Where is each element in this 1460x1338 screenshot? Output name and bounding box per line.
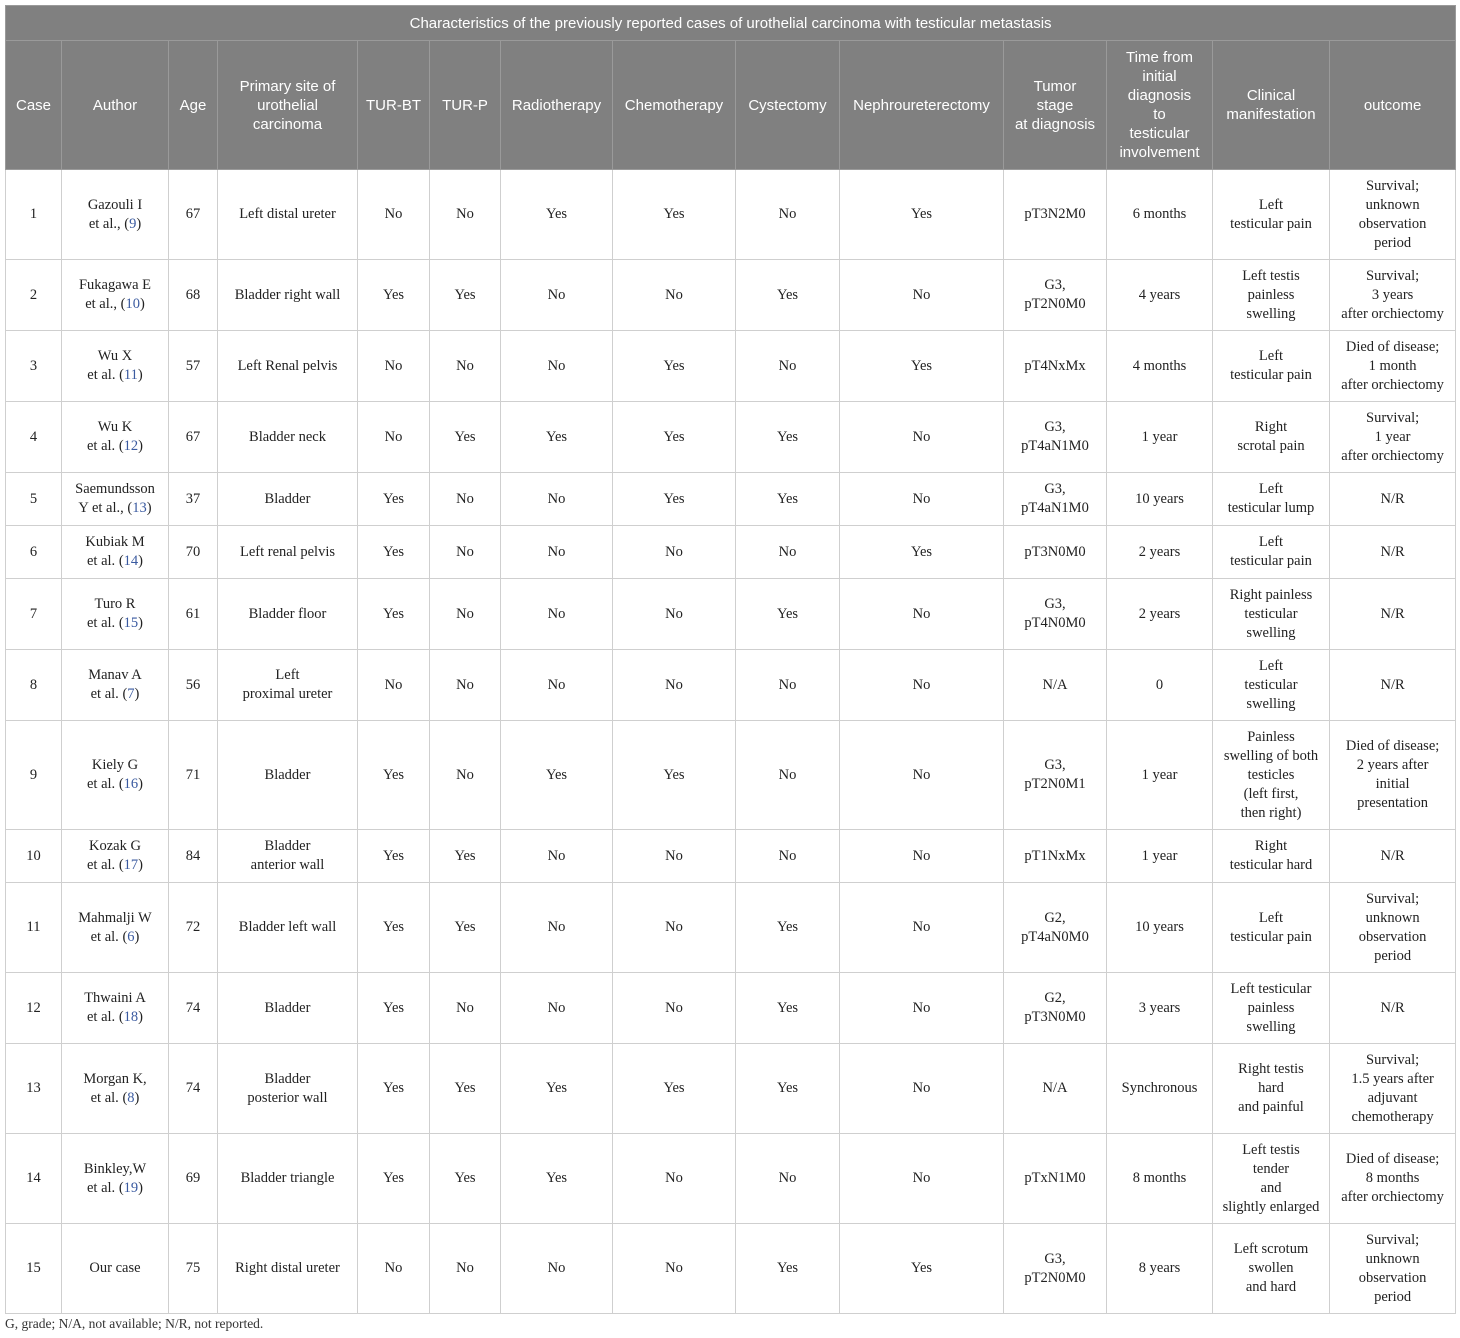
cell-nephroureterectomy: No [840,579,1004,650]
cell-age: 75 [169,1224,218,1314]
reference-link[interactable]: 16 [123,776,139,792]
cell-radiotherapy: No [501,331,613,402]
cell-radiotherapy: No [501,579,613,650]
table-row [6,1224,1456,1314]
cell-tur-p: Yes [430,830,501,883]
cell-chemotherapy: Yes [613,170,736,260]
cell-chemotherapy: No [613,650,736,721]
cell-tumor-stage: pT4NxMx [1004,331,1107,402]
cell-tur-bt: Yes [358,526,430,579]
cell-radiotherapy: No [501,883,613,973]
cell-tur-bt: Yes [358,721,430,830]
cell-case: 7 [6,579,62,650]
cell-radiotherapy: Yes [501,402,613,473]
cell-age: 68 [169,260,218,331]
table-row [6,402,1456,473]
cell-tur-bt: Yes [358,1134,430,1224]
cell-case: 4 [6,402,62,473]
cell-radiotherapy: No [501,260,613,331]
reference-link[interactable]: 8 [127,1089,135,1106]
column-header-tumor-stage: Tumor stage at diagnosis [1004,41,1107,170]
table-footnote: G, grade; N/A, not available; N/R, not reported. [5,1316,264,1331]
cell-time-to-involvement: 0 [1107,650,1213,721]
cell-case: 9 [6,721,62,830]
cell-tumor-stage: pT3N0M0 [1004,526,1107,579]
cell-case: 13 [6,1044,62,1134]
table-title: Characteristics of the previously reported cases of urothelial carcinoma with testicular metastasis [6,6,1456,41]
cell-cystectomy: Yes [736,883,840,973]
cell-primary-site: Bladder triangle [218,1134,358,1224]
cell-tumor-stage: N/A [1004,1044,1107,1134]
cell-time-to-involvement: 8 years [1107,1224,1213,1314]
cell-tur-bt: Yes [358,1044,430,1134]
cell-tur-bt: Yes [358,579,430,650]
cell-chemotherapy: No [613,883,736,973]
table-row [6,721,1456,830]
cell-tur-p: No [430,1224,501,1314]
cell-author: Fukagawa E et al., (10) [62,260,169,331]
cell-nephroureterectomy: No [840,1044,1004,1134]
cell-outcome: Died of disease; 1 month after orchiectomy [1330,331,1456,402]
cell-primary-site: Bladder [218,973,358,1044]
cell-clinical-manifestation: Left testicular pain [1213,331,1330,402]
cell-tumor-stage: G3, pT2N0M0 [1004,1224,1107,1314]
cell-time-to-involvement: 10 years [1107,883,1213,973]
table-row [6,579,1456,650]
cell-cystectomy: Yes [736,973,840,1044]
author-name: Kozak G et al. [87,838,141,873]
reference-link[interactable]: 17 [123,857,139,873]
cell-author: Binkley,W et al. (19) [62,1134,169,1224]
cell-outcome: Died of disease; 2 years after initial presentation [1330,721,1456,830]
author-name: Our case [89,1260,141,1276]
column-header-nephroureterectomy: Nephroureterectomy [840,41,1004,170]
cell-chemotherapy: Yes [613,473,736,526]
cell-chemotherapy: No [613,1134,736,1224]
cell-tumor-stage: pTxN1M0 [1004,1134,1107,1224]
author-name: Turo R et al. [87,596,136,631]
cell-tumor-stage: pT3N2M0 [1004,170,1107,260]
cell-tur-bt: No [358,650,430,721]
cell-time-to-involvement: 3 years [1107,973,1213,1044]
cell-radiotherapy: No [501,473,613,526]
cell-tur-p: No [430,721,501,830]
cell-chemotherapy: No [613,260,736,331]
cell-nephroureterectomy: No [840,1134,1004,1224]
table-row [6,473,1456,526]
table-row [6,1134,1456,1224]
cell-primary-site: Bladder posterior wall [218,1044,358,1134]
cell-case: 3 [6,331,62,402]
cell-time-to-involvement: 1 year [1107,721,1213,830]
author-name: Gazouli I et al., [87,196,143,232]
reference-link[interactable]: 12 [123,438,139,454]
cell-nephroureterectomy: No [840,473,1004,526]
reference-link[interactable]: 19 [123,1179,139,1196]
cell-tumor-stage: G3, pT4N0M0 [1004,579,1107,650]
cell-tur-p: No [430,973,501,1044]
cell-time-to-involvement: 2 years [1107,579,1213,650]
cell-outcome: Survival; 1.5 years after adjuvant chemotherapy [1330,1044,1456,1134]
column-header-author: Author [62,41,169,170]
author-name: Manav A et al. [88,667,142,702]
cell-case: 12 [6,973,62,1044]
author-name: Wu X et al. [87,348,133,383]
cell-chemotherapy: Yes [613,331,736,402]
reference-link[interactable]: 7 [127,686,135,702]
cell-clinical-manifestation: Left testicular pain [1213,526,1330,579]
cell-nephroureterectomy: No [840,721,1004,830]
cell-chemotherapy: No [613,579,736,650]
cell-case: 5 [6,473,62,526]
cell-clinical-manifestation: Left testis painless swelling [1213,260,1330,331]
cell-case: 1 [6,170,62,260]
cell-tur-p: Yes [430,883,501,973]
reference-link[interactable]: 6 [127,928,135,945]
reference-link[interactable]: 11 [123,367,138,383]
table-row [6,260,1456,331]
cell-cystectomy: Yes [736,1044,840,1134]
cell-author: Mahmalji W et al. (6) [62,883,169,973]
cell-tur-p: No [430,526,501,579]
cell-chemotherapy: No [613,526,736,579]
cell-cystectomy: No [736,650,840,721]
cell-age: 72 [169,883,218,973]
cell-nephroureterectomy: No [840,402,1004,473]
cell-cystectomy: Yes [736,473,840,526]
cell-tumor-stage: N/A [1004,650,1107,721]
cell-tur-p: No [430,170,501,260]
column-header-tur-p: TUR-P [430,41,501,170]
author-name: Binkley,W et al. [83,1160,147,1196]
cell-chemotherapy: No [613,973,736,1044]
cell-radiotherapy: Yes [501,1044,613,1134]
cell-clinical-manifestation: Left testis tender and slightly enlarged [1213,1134,1330,1224]
cell-nephroureterectomy: Yes [840,1224,1004,1314]
cell-time-to-involvement: 1 year [1107,402,1213,473]
cell-clinical-manifestation: Right scrotal pain [1213,402,1330,473]
column-header-case: Case [6,41,62,170]
reference-link[interactable]: 15 [123,615,139,631]
cell-tur-bt: No [358,402,430,473]
cell-age: 74 [169,1044,218,1134]
cell-case: 15 [6,1224,62,1314]
cell-tur-p: Yes [430,260,501,331]
cell-radiotherapy: Yes [501,1134,613,1224]
cell-age: 61 [169,579,218,650]
cell-primary-site: Bladder right wall [218,260,358,331]
cell-tur-p: Yes [430,402,501,473]
cell-cystectomy: No [736,170,840,260]
table-row [6,1044,1456,1134]
cell-cystectomy: No [736,721,840,830]
cell-outcome: Survival; unknown observation period [1330,170,1456,260]
cell-clinical-manifestation: Right testicular hard [1213,830,1330,883]
cell-radiotherapy: No [501,526,613,579]
cell-tur-p: No [430,331,501,402]
table-row [6,883,1456,973]
cell-author: Wu K et al. (12) [62,402,169,473]
cell-case: 2 [6,260,62,331]
cell-tur-bt: Yes [358,883,430,973]
cell-time-to-involvement: 10 years [1107,473,1213,526]
table-row [6,973,1456,1044]
table-row [6,526,1456,579]
author-name: Kubiak M et al. [85,534,145,569]
cell-tur-p: No [430,579,501,650]
cell-clinical-manifestation: Left scrotum swollen and hard [1213,1224,1330,1314]
cell-nephroureterectomy: No [840,883,1004,973]
reference-link[interactable]: 14 [123,553,139,569]
cell-clinical-manifestation: Painless swelling of both testicles (left first, then right) [1213,721,1330,830]
cell-author: Wu X et al. (11) [62,331,169,402]
cell-tumor-stage: pT1NxMx [1004,830,1107,883]
column-header-cystectomy: Cystectomy [736,41,840,170]
cell-case: 6 [6,526,62,579]
cell-outcome: Survival; 1 year after orchiectomy [1330,402,1456,473]
table-row [6,170,1456,260]
table-row [6,650,1456,721]
cell-age: 56 [169,650,218,721]
cell-radiotherapy: Yes [501,170,613,260]
cell-radiotherapy: No [501,830,613,883]
cell-author: Kiely G et al. (16) [62,721,169,830]
author-name: Fukagawa E et al., [78,277,152,312]
table-container [5,5,1455,1314]
cell-author: Morgan K, et al. (8) [62,1044,169,1134]
cases-table [5,5,1456,1314]
cell-clinical-manifestation: Left testicular pain [1213,883,1330,973]
author-name: Thwaini A et al. [84,990,146,1025]
cell-tur-bt: No [358,331,430,402]
cell-time-to-involvement: 1 year [1107,830,1213,883]
cell-primary-site: Right distal ureter [218,1224,358,1314]
cell-clinical-manifestation: Left testicular swelling [1213,650,1330,721]
reference-link[interactable]: 10 [125,296,140,312]
cell-cystectomy: No [736,1134,840,1224]
cell-age: 71 [169,721,218,830]
cell-radiotherapy: Yes [501,721,613,830]
cell-nephroureterectomy: No [840,830,1004,883]
cell-tumor-stage: G3, pT2N0M1 [1004,721,1107,830]
cell-tur-p: Yes [430,1134,501,1224]
cell-time-to-involvement: 6 months [1107,170,1213,260]
reference-link[interactable]: 18 [123,1009,139,1025]
cell-tur-bt: No [358,170,430,260]
author-name: Morgan K, et al. [83,1070,147,1106]
cell-clinical-manifestation: Left testicular pain [1213,170,1330,260]
cell-radiotherapy: No [501,973,613,1044]
column-header-age: Age [169,41,218,170]
cell-author: Gazouli I et al., (9) [62,170,169,260]
table-body [6,170,1456,1314]
cell-age: 37 [169,473,218,526]
cell-tur-p: No [430,473,501,526]
cell-author: Kubiak M et al. (14) [62,526,169,579]
cell-nephroureterectomy: Yes [840,331,1004,402]
table-row [6,331,1456,402]
column-header-primary-site: Primary site of urothelial carcinoma [218,41,358,170]
cell-tur-p: Yes [430,1044,501,1134]
cell-outcome: Died of disease; 8 months after orchiectomy [1330,1134,1456,1224]
cell-chemotherapy: Yes [613,1044,736,1134]
cell-tumor-stage: G2, pT4aN0M0 [1004,883,1107,973]
cell-age: 70 [169,526,218,579]
column-header-outcome: outcome [1330,41,1456,170]
cell-cystectomy: No [736,526,840,579]
cell-radiotherapy: No [501,1224,613,1314]
cell-author: Turo R et al. (15) [62,579,169,650]
cell-chemotherapy: No [613,830,736,883]
cell-tumor-stage: G3, pT4aN1M0 [1004,402,1107,473]
cell-outcome: N/R [1330,830,1456,883]
cell-time-to-involvement: Synchronous [1107,1044,1213,1134]
cell-author [62,1224,169,1314]
cell-chemotherapy: Yes [613,721,736,830]
cell-nephroureterectomy: No [840,260,1004,331]
cell-primary-site: Left Renal pelvis [218,331,358,402]
cell-case: 11 [6,883,62,973]
cell-tur-bt: Yes [358,830,430,883]
cell-primary-site: Bladder neck [218,402,358,473]
cell-chemotherapy: Yes [613,402,736,473]
cell-primary-site: Bladder [218,721,358,830]
cell-author: Kozak G et al. (17) [62,830,169,883]
cell-time-to-involvement: 4 months [1107,331,1213,402]
cell-case: 14 [6,1134,62,1224]
cell-tur-bt: No [358,1224,430,1314]
cell-chemotherapy: No [613,1224,736,1314]
cell-nephroureterectomy: No [840,650,1004,721]
cell-cystectomy: Yes [736,579,840,650]
cell-primary-site: Bladder left wall [218,883,358,973]
cell-case: 8 [6,650,62,721]
cell-tur-p: No [430,650,501,721]
reference-link[interactable]: 9 [129,215,137,232]
cell-outcome: N/R [1330,973,1456,1044]
column-header-clinical-manifestation: Clinical manifestation [1213,41,1330,170]
cell-case: 10 [6,830,62,883]
cell-time-to-involvement: 2 years [1107,526,1213,579]
cell-outcome: N/R [1330,579,1456,650]
cell-outcome: N/R [1330,526,1456,579]
cell-tumor-stage: G3, pT2N0M0 [1004,260,1107,331]
cell-tumor-stage: G3, pT4aN1M0 [1004,473,1107,526]
author-name: Saemundsson Y et al., [75,481,155,516]
cell-primary-site: Bladder anterior wall [218,830,358,883]
cell-cystectomy: Yes [736,402,840,473]
cell-primary-site: Bladder [218,473,358,526]
column-header-radiotherapy: Radiotherapy [501,41,613,170]
reference-link[interactable]: 13 [132,500,147,516]
cell-primary-site: Left distal ureter [218,170,358,260]
author-name: Kiely G et al. [87,757,139,792]
cell-outcome: Survival; unknown observation period [1330,883,1456,973]
cell-clinical-manifestation: Left testicular lump [1213,473,1330,526]
cell-age: 67 [169,170,218,260]
cell-primary-site: Bladder floor [218,579,358,650]
author-name: Mahmalji W et al. [78,909,152,945]
cell-author: Thwaini A et al. (18) [62,973,169,1044]
cell-tur-bt: Yes [358,260,430,331]
cell-outcome: N/R [1330,650,1456,721]
author-name: Wu K et al. [87,419,133,454]
cell-cystectomy: Yes [736,260,840,331]
cell-outcome: Survival; unknown observation period [1330,1224,1456,1314]
cell-cystectomy: Yes [736,1224,840,1314]
cell-radiotherapy: No [501,650,613,721]
column-header-tur-bt: TUR-BT [358,41,430,170]
cell-primary-site: Left proximal ureter [218,650,358,721]
cell-clinical-manifestation: Left testicular painless swelling [1213,973,1330,1044]
column-header-chemotherapy: Chemotherapy [613,41,736,170]
cell-clinical-manifestation: Right testis hard and painful [1213,1044,1330,1134]
cell-age: 84 [169,830,218,883]
cell-time-to-involvement: 4 years [1107,260,1213,331]
cell-tumor-stage: G2, pT3N0M0 [1004,973,1107,1044]
cell-cystectomy: No [736,830,840,883]
cell-time-to-involvement: 8 months [1107,1134,1213,1224]
cell-nephroureterectomy: Yes [840,526,1004,579]
cell-author: Manav A et al. (7) [62,650,169,721]
cell-outcome: Survival; 3 years after orchiectomy [1330,260,1456,331]
cell-primary-site: Left renal pelvis [218,526,358,579]
cell-author: Saemundsson Y et al., (13) [62,473,169,526]
column-header-time-to-involvement: Time from initial diagnosis to testicular involvement [1107,41,1213,170]
cell-age: 74 [169,973,218,1044]
cell-tur-bt: Yes [358,973,430,1044]
cell-age: 67 [169,402,218,473]
cell-clinical-manifestation: Right painless testicular swelling [1213,579,1330,650]
cell-age: 69 [169,1134,218,1224]
cell-cystectomy: No [736,331,840,402]
column-header-row [6,41,1456,170]
table-row [6,830,1456,883]
cell-tur-bt: Yes [358,473,430,526]
cell-nephroureterectomy: No [840,973,1004,1044]
cell-outcome: N/R [1330,473,1456,526]
cell-nephroureterectomy: Yes [840,170,1004,260]
cell-age: 57 [169,331,218,402]
